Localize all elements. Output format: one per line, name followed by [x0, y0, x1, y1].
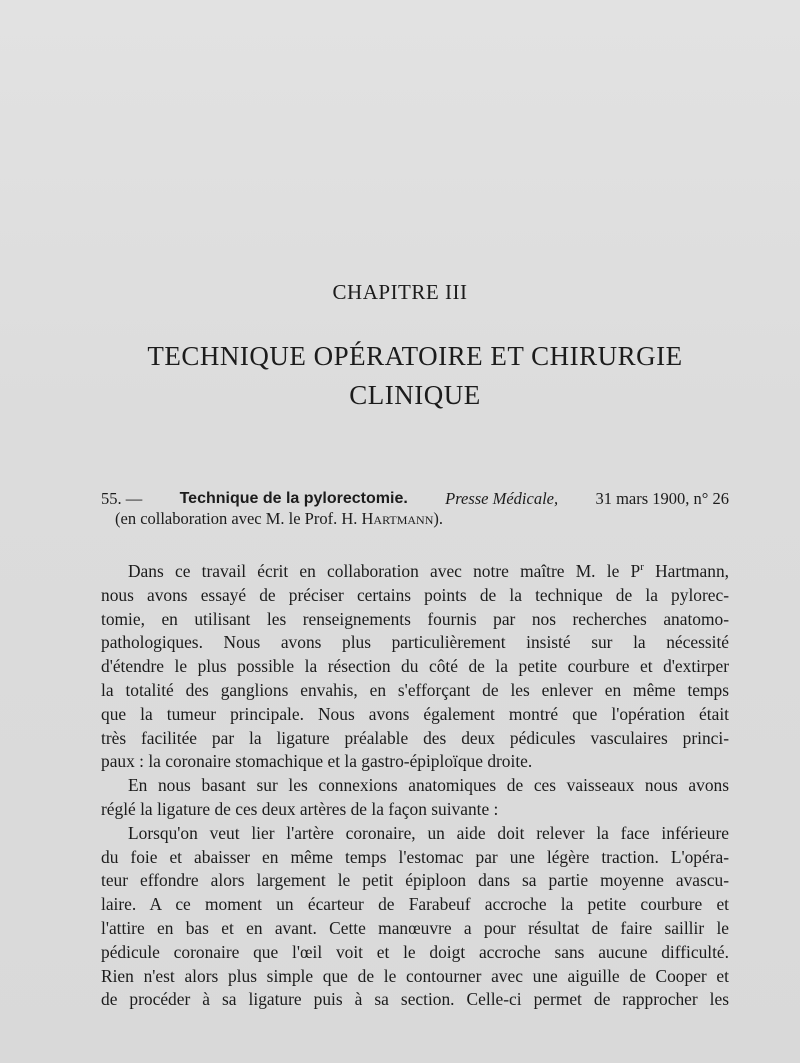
chapter-title-line-1: TECHNIQUE OPÉRATOIRE ET CHIRURGIE: [147, 341, 683, 371]
entry-collab-name: Hartmann: [361, 509, 434, 528]
body-line: réglé la ligature de ces deux artères de la façon suivante :: [101, 798, 499, 819]
entry-title: Technique de la pylorectomie.: [179, 490, 408, 507]
body-line: l'attire en bas et en avant. Cette manœuvre a pour résultat de faire saillir le: [101, 917, 729, 938]
chapter-title-line-2: CLINIQUE: [349, 380, 481, 410]
entry-line-2: [101, 509, 729, 529]
chapter-label: CHAPITRE III: [332, 280, 468, 304]
body-line: d'étendre le plus possible la résection du côté de la petite courbure et d'extirper: [101, 656, 729, 677]
entry-collab: (en collaboration avec M. le Prof. H.: [115, 509, 362, 528]
entry-number: 55. —: [101, 489, 143, 508]
entry-date: 31 mars 1900, n° 26: [595, 489, 729, 508]
body-line: pathologiques. Nous avons plus particulièrement insisté sur la nécessité: [101, 632, 729, 653]
entry-journal: Presse Médicale,: [445, 489, 559, 508]
body-line: de procéder à sa ligature puis à sa section. Celle-ci permet de rapprocher les: [101, 989, 729, 1010]
body-line: laire. A ce moment un écarteur de Farabeuf accroche la petite courbure et: [101, 894, 729, 915]
entry-line-1: [101, 489, 729, 509]
body-line: du foie et abaisser en même temps l'estomac par une légère traction. L'opéra-: [101, 846, 729, 867]
body-line: la totalité des ganglions envahis, en s'efforçant de les enlever en même temps: [101, 679, 729, 700]
chapter-title: [0, 337, 800, 415]
body-paragraphs: [101, 560, 729, 1012]
entry-collab-end: ).: [433, 509, 444, 528]
body-line: très facilitée par la ligature préalable des deux pédicules vasculaires princi-: [101, 727, 729, 748]
body-line: pédicule coronaire que l'œil voit et le doigt accroche sans aucune difficulté.: [101, 941, 729, 962]
body-line: nous avons essayé de préciser certains points de la technique de la pylorec-: [101, 584, 729, 605]
body-line: Lorsqu'on veut lier l'artère coronaire, un aide doit relever la face inférieure: [128, 822, 729, 843]
body-line: tomie, en utilisant les renseignements fournis par nos recherches anatomo-: [101, 608, 729, 629]
body-line: En nous basant sur les connexions anatomiques de ces vaisseaux nous avons: [128, 775, 729, 796]
show-through-text: [40, 95, 720, 285]
body-line: paux : la coronaire stomachique et la gastro-épiploïque droite.: [101, 751, 533, 772]
body-line: Dans ce travail écrit en collaboration avec notre maître M. le $P^r$ Hartmann,: [128, 561, 730, 581]
body-line: Rien n'est alors plus simple que de le contourner avec une aiguille de Cooper et: [101, 965, 729, 986]
body-line: que la tumeur principale. Nous avons également montré que l'opération était: [101, 703, 729, 724]
body-line: teur effondre alors largement le petit épiploon dans sa partie moyenne avascu-: [101, 870, 729, 891]
bibliography-entry: [101, 489, 729, 529]
